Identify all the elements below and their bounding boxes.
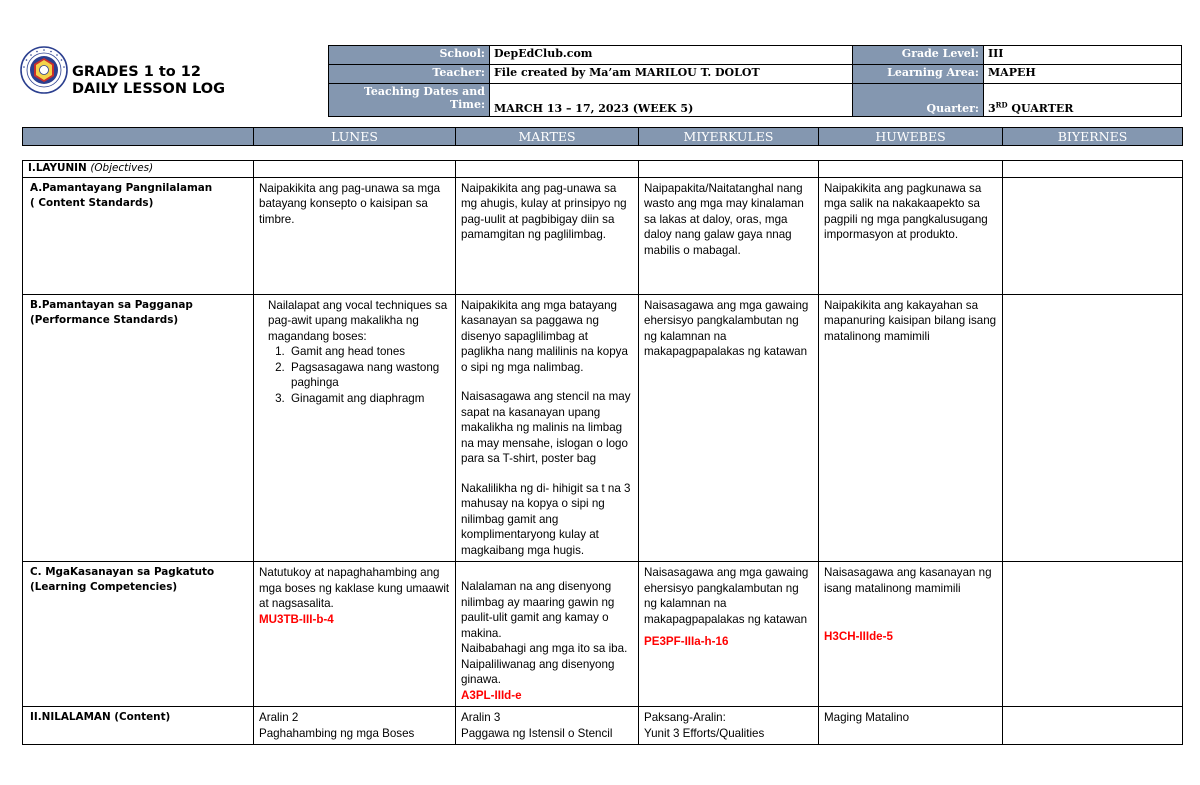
- competency-miyerkules-code: PE3PF-IIIa-h-16: [644, 635, 729, 648]
- competency-miyerkules-text: Naisasagawa ang mga gawaing ehersisyo pangkalambutan ng ng kalamnan na makapagpapalakas ng katawan: [644, 566, 809, 626]
- performance-standards-miyerkules: Naisasagawa ang mga gawaing ehersisyo pangkalambutan ng ng kalamnan na makapagpapalakas ng katawan: [639, 294, 819, 562]
- teacher-label: Teacher:: [329, 65, 490, 84]
- layunin-label: I.LAYUNIN: [28, 162, 91, 174]
- competency-martes-code: A3PL-IIId-e: [461, 688, 522, 702]
- content-martes-1: Aralin 3: [461, 711, 501, 724]
- competency-lunes-text: Natutukoy at napaghahambing ang mga boses ng kaklase kung umaawit at nagsasalita.: [259, 566, 450, 610]
- content-standards-martes: Naipakikita ang pag-unawa sa mg ahugis, kulay at prinsipyo ng pag-uulit at pagbibigay diin sa pamamgitan ng paglilimbag.: [456, 177, 639, 294]
- layunin-english: (Objectives): [90, 162, 154, 174]
- day-martes: MARTES: [456, 128, 639, 146]
- brand-line-2: DAILY LESSON LOG: [72, 81, 226, 97]
- competencies-martes: [456, 562, 639, 707]
- competency-martes-text-2: Naibabahagi ang mga ito sa iba.: [461, 642, 628, 655]
- quarter-superscript: RD: [995, 100, 1008, 110]
- content-standards-biyernes: [1003, 177, 1183, 294]
- content-standards-label: [23, 177, 254, 294]
- day-biyernes: BIYERNES: [1003, 128, 1183, 146]
- performance-standards-biyernes: [1003, 294, 1183, 562]
- layunin-heading: [23, 161, 254, 178]
- day-header-blank: [23, 128, 254, 146]
- layunin-cell-miyerkules: [639, 161, 819, 178]
- content-lunes-1: Aralin 2: [259, 711, 299, 724]
- competency-martes-text-1: Nalalaman na ang disenyong nilimbag ay maaring gawin ng paulit-ulit gamit ang kamay o makina.: [461, 580, 615, 640]
- content-standards-huwebes: Naipakikita ang pagkunawa sa mga salik na nakakaapekto sa pagpili ng mga pangkalusugang impormasyon at produkto.: [819, 177, 1003, 294]
- list-item: 1. Gamit ang head tones: [288, 344, 451, 360]
- performance-standards-label-line-1: B.Pamantayan sa Pagganap: [30, 298, 193, 311]
- day-header-table: [22, 127, 1183, 146]
- performance-standards-label-line-2: (Performance Standards): [30, 313, 179, 326]
- content-miyerkules-1: Paksang-Aralin:: [644, 711, 726, 724]
- grade-level-value: III: [984, 46, 1182, 65]
- performance-standards-label: [23, 294, 254, 562]
- content-lunes-2: Paghahambing ng mga Boses: [259, 726, 415, 740]
- performance-lunes-list: [268, 344, 451, 406]
- learning-area-value: MAPEH: [984, 65, 1182, 84]
- performance-lunes-intro: Nailalapat ang vocal techniques sa pag-awit upang makalikha ng magandang boses:: [268, 298, 448, 343]
- content-standards-label-line-1: A.Pamantayang Pangnilalaman: [30, 181, 213, 194]
- brand-line-1: GRADES 1 to 12: [72, 64, 201, 80]
- performance-martes-3: Nakalilikha ng di- hihigit sa t na 3 mahusay na kopya o sipi ng nilimbag gamit ang komplimentaryong kulay at magkaibang mga hugis.: [461, 481, 631, 557]
- content-standards-label-line-2: ( Content Standards): [30, 196, 154, 209]
- teacher-value: File created by Ma’am MARILOU T. DOLOT: [490, 65, 853, 84]
- learning-competencies-label: [23, 562, 254, 707]
- deped-seal-logo: [20, 46, 68, 94]
- content-standards-miyerkules: Naipapakita/Naitatanghal nang wasto ang mga may kinalaman sa lakas at daloy, oras, mga daloy nang galaw gaya nnag mabilis o mabagal.: [639, 177, 819, 294]
- content-miyerkules-2: Yunit 3 Efforts/Qualities: [644, 726, 765, 740]
- content-martes: [456, 707, 639, 745]
- competencies-lunes: [254, 562, 456, 707]
- list-item: 2. Pagsasagawa nang wastong paghinga: [288, 360, 451, 391]
- performance-martes-1: Naipakikita ang mga batayang kasanayan sa paggawa ng disenyo sapaglilimbag at paglikha nang malilinis na kopya o sipi ng mga nalimbag.: [461, 298, 628, 374]
- teaching-dates-label-line-1: Teaching Dates and: [363, 85, 485, 98]
- header-info-table: [328, 45, 1182, 117]
- competencies-huwebes: [819, 562, 1003, 707]
- quarter-word: QUARTER: [1007, 102, 1074, 115]
- content-martes-2: Paggawa ng Istensil o Stencil: [461, 726, 613, 740]
- competency-huwebes-text: Naisasagawa ang kasanayan ng isang matalinong mamimili: [824, 566, 992, 595]
- content-miyerkules: [639, 707, 819, 745]
- competency-lunes-code: MU3TB-III-b-4: [259, 612, 334, 626]
- day-lunes: LUNES: [254, 128, 456, 146]
- teaching-dates-label-line-2: Time:: [449, 98, 485, 111]
- day-huwebes: HUWEBES: [819, 128, 1003, 146]
- competency-huwebes-code: H3CH-IIIde-5: [824, 630, 893, 643]
- quarter-label: Quarter:: [853, 84, 984, 117]
- performance-standards-martes: [456, 294, 639, 562]
- performance-standards-huwebes: Naipakikita ang kakayahan sa mapanuring kaisipan bilang isang matalinong mamimili: [819, 294, 1003, 562]
- school-label: School:: [329, 46, 490, 65]
- quarter-number: 3: [988, 102, 996, 115]
- layunin-cell-lunes: [254, 161, 456, 178]
- layunin-cell-martes: [456, 161, 639, 178]
- competencies-biyernes: [1003, 562, 1183, 707]
- content-biyernes: [1003, 707, 1183, 745]
- learning-competencies-label-line-1: C. MgaKasanayan sa Pagkatuto: [30, 566, 215, 578]
- brand-title: [72, 64, 225, 98]
- teaching-dates-value: MARCH 13 – 17, 2023 (WEEK 5): [490, 84, 853, 117]
- quarter-value: [984, 84, 1182, 117]
- learning-area-label: Learning Area:: [853, 65, 984, 84]
- nilalaman-label: II.NILALAMAN (Content): [23, 707, 254, 745]
- competencies-miyerkules: [639, 562, 819, 707]
- day-miyerkules: MIYERKULES: [639, 128, 819, 146]
- content-standards-lunes: Naipakikita ang pag-unawa sa mga batayang konsepto o kaisipan sa timbre.: [254, 177, 456, 294]
- layunin-cell-biyernes: [1003, 161, 1183, 178]
- content-huwebes: Maging Matalino: [819, 707, 1003, 745]
- list-item: 3. Ginagamit ang diaphragm: [288, 391, 451, 407]
- content-lunes: [254, 707, 456, 745]
- grade-level-label: Grade Level:: [853, 46, 984, 65]
- lesson-log-table: [22, 160, 1183, 745]
- layunin-cell-huwebes: [819, 161, 1003, 178]
- school-value: DepEdClub.com: [490, 46, 853, 65]
- learning-competencies-label-line-2: (Learning Competencies): [30, 581, 178, 593]
- competency-martes-text-3: Naipaliliwanag ang disenyong ginawa.: [461, 657, 615, 686]
- teaching-dates-label: [329, 84, 490, 117]
- performance-martes-2: Naisasagawa ang stencil na may sapat na kasanayan upang makalikha ng malinis na limbag na may mensahe, islogan o logo para sa T-shirt, poster bag: [461, 390, 631, 465]
- performance-standards-lunes: [254, 294, 456, 562]
